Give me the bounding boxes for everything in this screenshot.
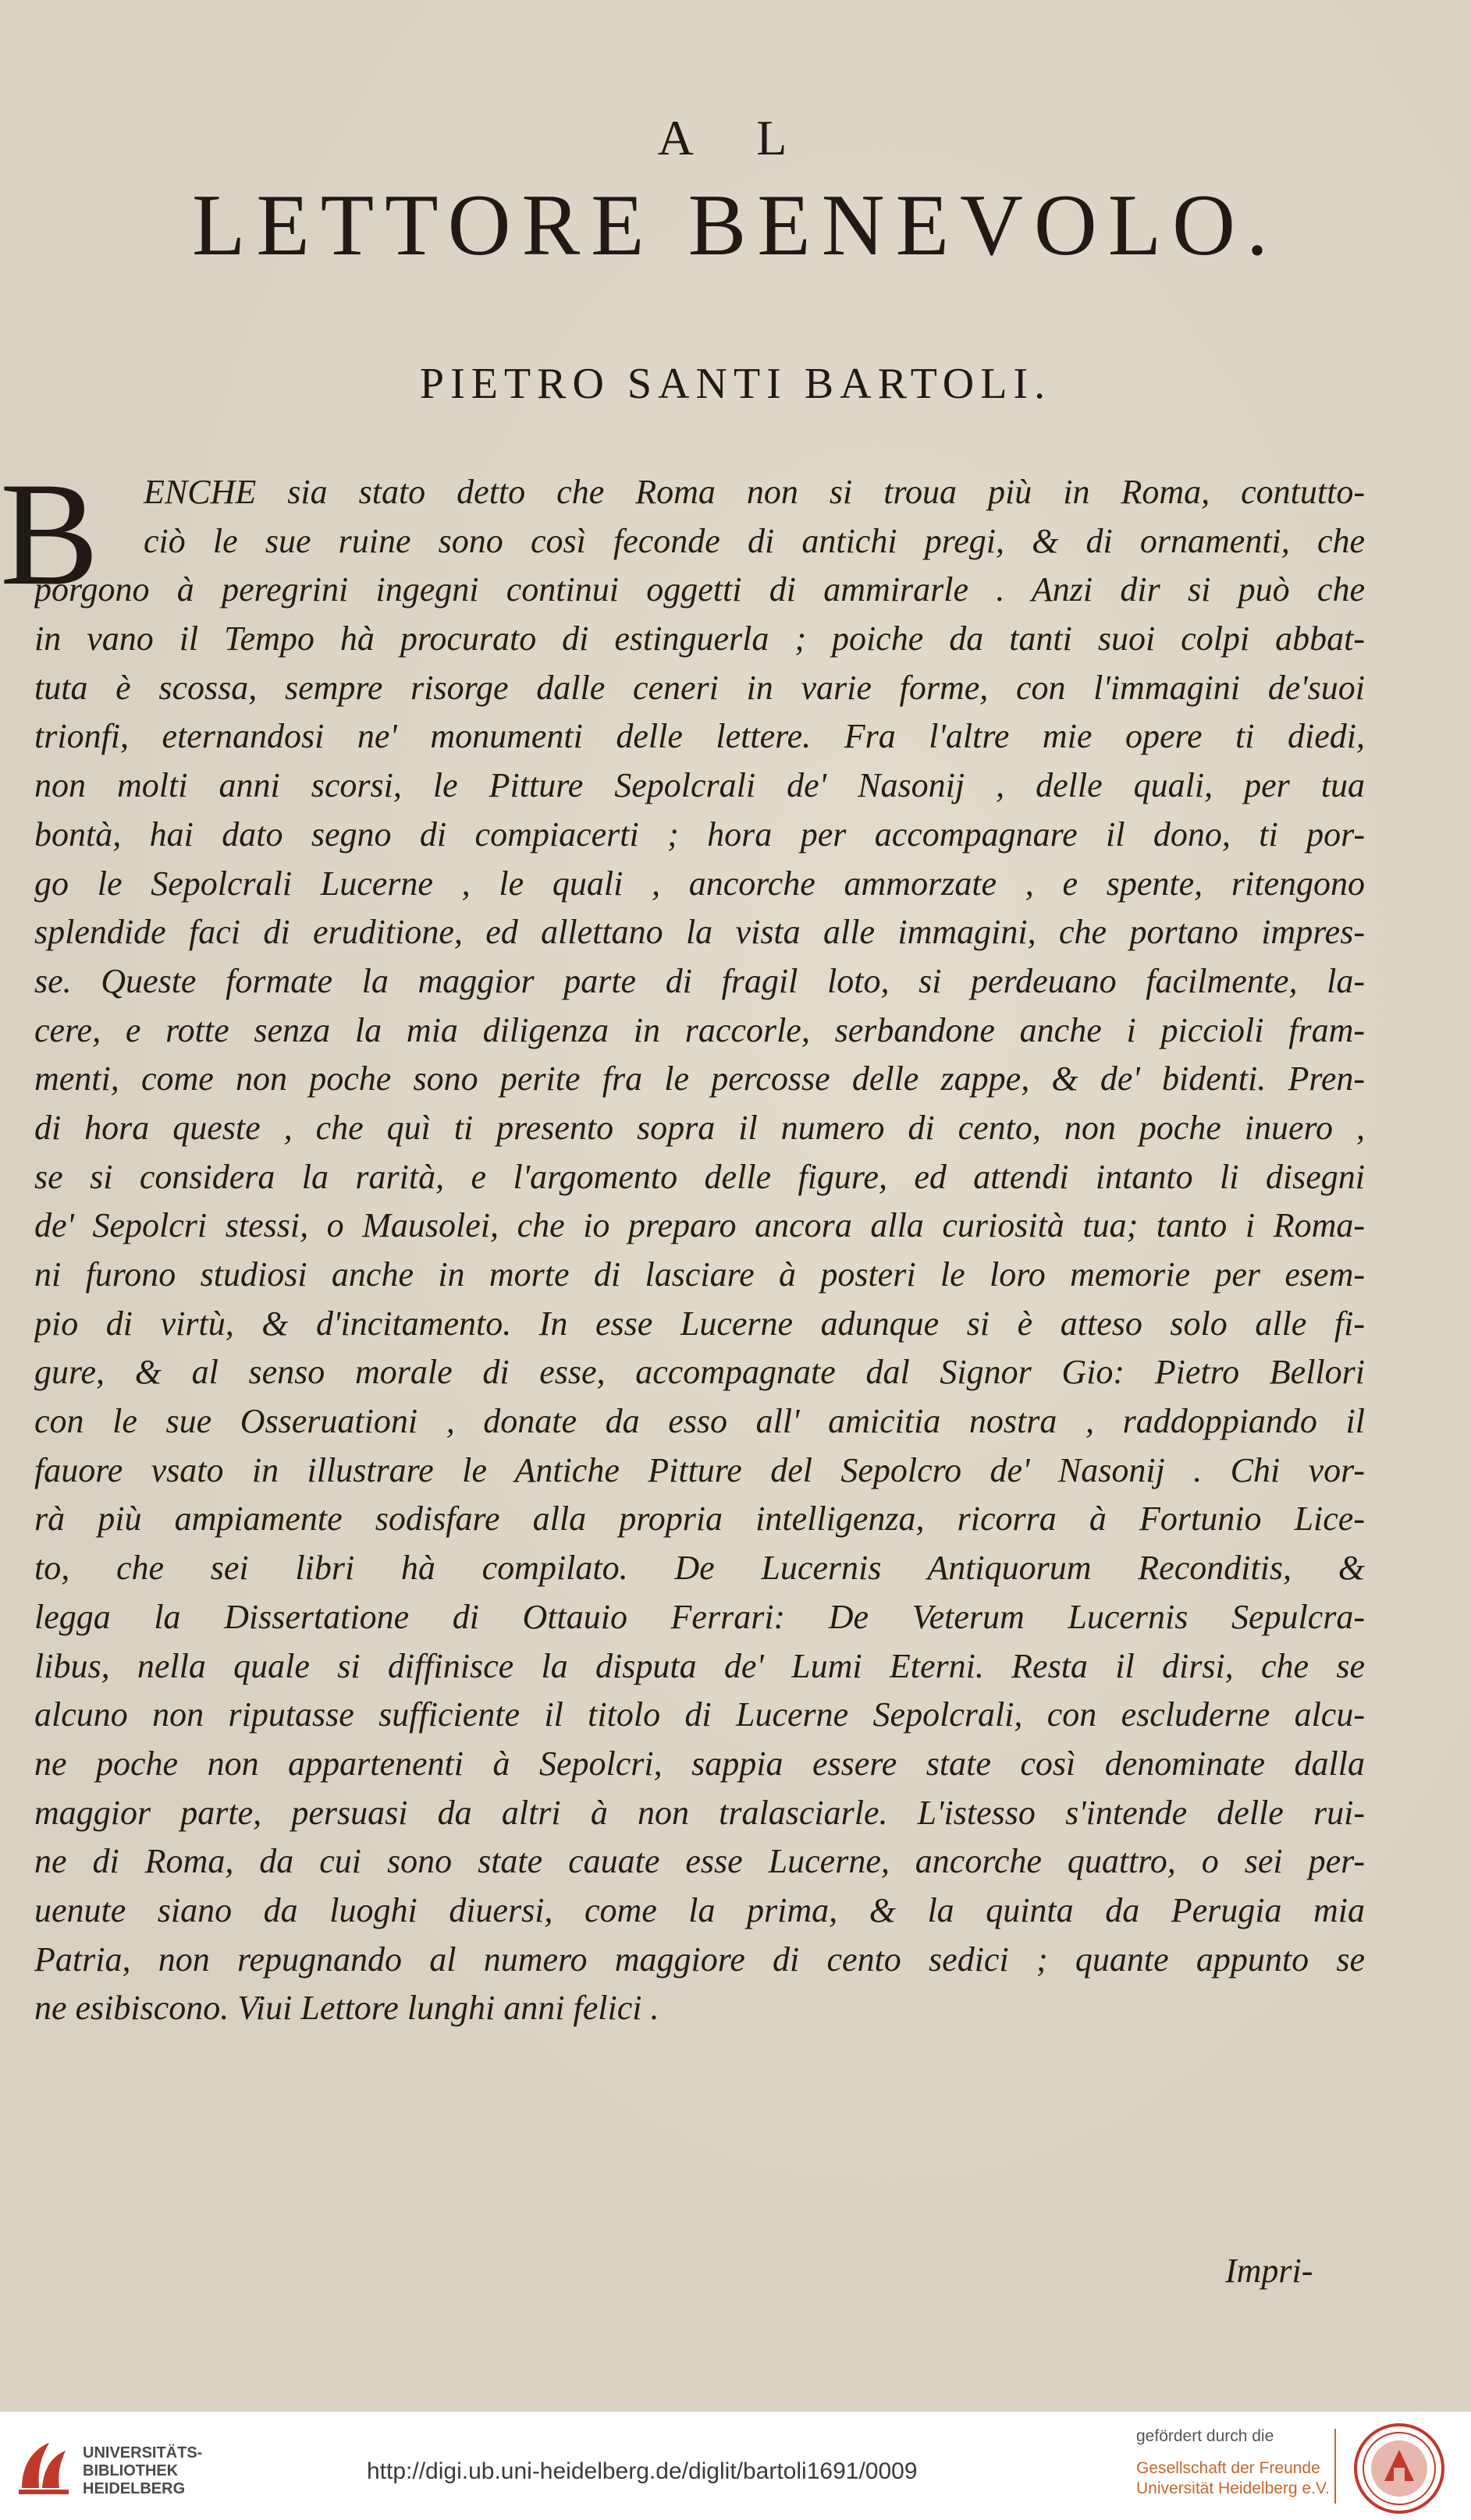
text-line: ne esibiscono. Viui Lettore lunghi anni felici . [34, 1989, 659, 2028]
text-line: bontà, hai dato segno di compiacerti ; hora per accompagnare il dono, ti por- [34, 815, 1365, 854]
text-line: in vano il Tempo hà procurato di estinguerla ; poiche da tanti suoi colpi abbat- [34, 619, 1365, 658]
text-line: cere, e rotte senza la mia diligenza in raccorle, serbandone anche i piccioli fram- [34, 1010, 1365, 1049]
text-line: ENCHE sia stato detto che Roma non si troua più in Roma, contutto- [144, 473, 1365, 511]
text-line: porgono à peregrini ingegni continui oggetti di ammirarle . Anzi dir si può che [34, 570, 1365, 609]
heading-prefix: A L [657, 110, 814, 165]
text-line: gure, & al senso morale di esse, accompagnate dal Signor Gio: Pietro Bellori [34, 1353, 1365, 1392]
text-line: go le Sepolcrali Lucerne , le quali , ancorche ammorzate , e spente, ritengono [34, 864, 1365, 903]
library-name-line: UNIVERSITÄTS- [83, 2444, 203, 2461]
society-link[interactable] [1136, 2458, 1330, 2499]
text-line: con le sue Osseruationi , donate da esso all' amicitia nostra , raddoppiando il [34, 1402, 1365, 1441]
text-line: di hora queste , che quì ti presento sopra il numero di cento, non poche inuero , [34, 1108, 1365, 1147]
text-line: non molti anni scorsi, le Pitture Sepolcrali de' Nasonij , delle quali, per tua [34, 766, 1365, 805]
text-line: libus, nella quale si diffinisce la disputa de' Lumi Eterni. Resta il dirsi, che se [34, 1646, 1365, 1685]
text-line: pio di virtù, & d'incitamento. In esse Lucerne adunque si è atteso solo alle fi- [34, 1304, 1365, 1343]
text-line: Patria, non repugnando al numero maggiore di cento sedici ; quante appunto se [34, 1940, 1365, 1979]
text-line: legga la Dissertatione di Ottauio Ferrari: De Veterum Lucernis Sepulcra- [34, 1597, 1365, 1636]
text-line: rà più ampiamente sodisfare alla propria intelligenza, ricorra à Fortunio Lice- [34, 1500, 1365, 1539]
text-line: tuta è scossa, sempre risorge dalle ceneri in varie forme, con l'immagini de'suoi [34, 668, 1365, 707]
catchword: Impri- [1225, 2252, 1313, 2290]
text-line: ciò le sue ruine sono così feconde di antichi pregi, & di ornamenti, che [144, 521, 1365, 560]
text-line: ne di Roma, da cui sono state cauate esse Lucerne, ancorche quattro, o sei per- [34, 1842, 1365, 1881]
body-text [34, 468, 1365, 2033]
text-line: ni furono studiosi anche in morte di lasciare à posteri le loro memorie per esem- [34, 1255, 1365, 1294]
library-name[interactable] [83, 2444, 202, 2498]
society-name-line: Gesellschaft der Freunde [1136, 2459, 1320, 2477]
page-url-link[interactable]: http://digi.ub.uni-heidelberg.de/diglit/bartoli1691/0009 [367, 2458, 918, 2484]
text-line: to, che sei libri hà compilato. De Lucernis Antiquorum Reconditis, & [34, 1549, 1365, 1588]
text-line: se si considera la rarità, e l'argomento delle figure, ed attendi intanto li disegni [34, 1157, 1365, 1196]
text-line: uenute siano da luoghi diuersi, come la prima, & la quinta da Perugia mia [34, 1890, 1365, 1929]
text-line: menti, come non poche sono perite fra le percosse delle zappe, & de' bidenti. Pren- [34, 1059, 1365, 1099]
funded-by-label: gefördert durch die [1136, 2427, 1274, 2445]
text-line: fauore vsato in illustrare le Antiche Pitture del Sepolcro de' Nasonij . Chi vor- [34, 1450, 1365, 1489]
text-line: de' Sepolcri stessi, o Mausolei, che io preparo ancora alla curiosità tua; tanto i Roma- [34, 1206, 1365, 1245]
text-line: splendide faci di eruditione, ed allettano la vista alle immagini, che portano impres- [34, 913, 1365, 952]
library-name-line: BIBLIOTHEK [83, 2462, 179, 2479]
text-line: trionfi, eternandosi ne' monumenti delle lettere. Fra l'altre mie opere ti diedi, [34, 717, 1365, 756]
footer-divider [1334, 2429, 1336, 2504]
university-seal-icon[interactable] [1353, 2422, 1445, 2515]
drop-capital: B [0, 453, 99, 616]
text-line: maggior parte, persuasi da altri à non tralasciarle. L'istesso s'intende delle rui- [34, 1793, 1365, 1832]
university-library-logo-icon[interactable] [14, 2433, 75, 2497]
text-line: ne poche non appartenenti à Sepolcri, sappia essere state così denominate dalla [34, 1744, 1365, 1783]
footer-bar [0, 2411, 1471, 2520]
text-line: alcuno non riputasse sufficiente il titolo di Lucerne Sepolcrali, con escluderne alcu- [34, 1695, 1365, 1734]
society-name-line: Universität Heidelberg e.V. [1136, 2479, 1330, 2497]
page-title: LETTORE BENEVOLO. [191, 177, 1280, 274]
library-name-line: HEIDELBERG [83, 2480, 186, 2497]
text-line: se. Queste formate la maggior parte di fragil loto, si perdeuano facilmente, la- [34, 961, 1365, 1000]
author-heading: PIETRO SANTI BARTOLI. [419, 360, 1052, 408]
